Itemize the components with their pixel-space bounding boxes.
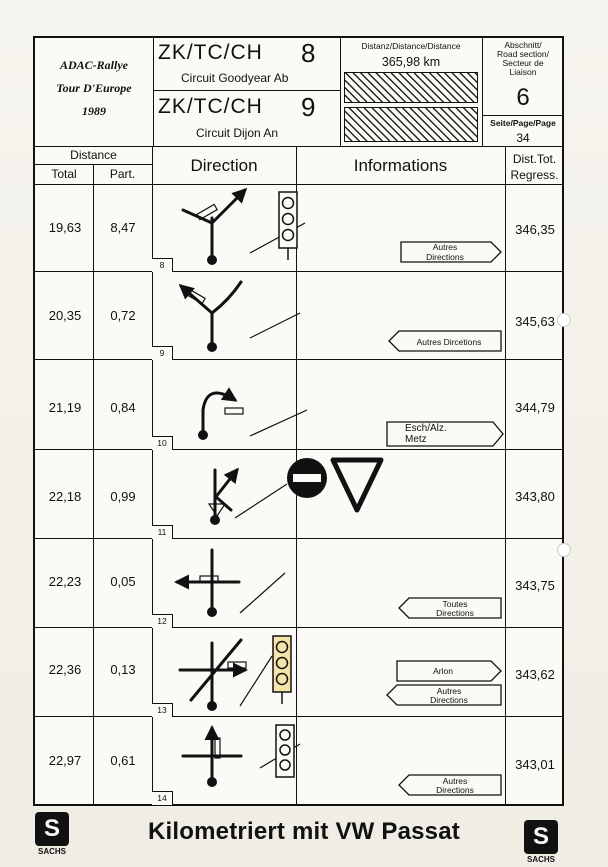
row9-number: 9	[152, 346, 173, 360]
stage2-number: 9	[301, 92, 316, 122]
sign-row14-line2: Directions	[436, 785, 474, 795]
sachs-logo-icon: S	[524, 820, 558, 854]
row14-partial: 0,61	[110, 753, 136, 768]
sachs-logo-label: SACHS	[526, 855, 555, 864]
row9-regress: 345,63	[515, 314, 555, 329]
sachs-logo-icon: S	[35, 812, 69, 846]
footer-slogan: Kilometriert mit VW Passat	[148, 818, 460, 845]
row12-number: 12	[152, 614, 173, 628]
sign-row10-line1: Esch/Alz.	[405, 423, 447, 434]
row14-total: 22,97	[48, 753, 82, 768]
col-partial: Part.	[109, 167, 136, 181]
col-dist-tot: Dist.Tot.	[512, 152, 557, 166]
row9-total: 20,35	[48, 308, 82, 323]
row13-regress: 343,62	[515, 667, 555, 682]
stage1-code: ZK/TC/CH	[158, 41, 263, 64]
row10-regress: 344,79	[515, 400, 555, 415]
sign-row9-line1: Autres Dircetions	[416, 337, 482, 347]
sachs-logo-label: SACHS	[37, 847, 66, 856]
binder-hole	[557, 313, 571, 327]
stage2-name: Circuit Dijon An	[196, 126, 279, 140]
row13-number: 13	[152, 703, 173, 717]
col-total: Total	[51, 167, 77, 181]
row10-number: 10	[152, 436, 173, 450]
sign-row12-line1: Toutes	[442, 599, 468, 609]
row14-number: 14	[152, 791, 173, 805]
row11-total: 22,18	[48, 489, 82, 504]
row10-partial: 0,84	[110, 400, 136, 415]
row10-total: 21,19	[48, 400, 82, 415]
section-label-line-1: Abschnitt/	[504, 40, 542, 50]
col-informations: Informations	[353, 156, 448, 175]
row9-partial: 0,72	[110, 308, 136, 323]
page-value: 34	[516, 131, 530, 145]
col-regress: Regress.	[510, 168, 559, 182]
row12-partial: 0,05	[110, 574, 136, 589]
col-direction: Direction	[190, 156, 258, 175]
row8-regress: 346,35	[515, 222, 555, 237]
section-label-line-4: Liaison	[509, 67, 537, 77]
rally-name-line-1: ADAC-Rallye	[60, 58, 128, 72]
section-label-line-2: Road section/	[497, 49, 549, 59]
row11-number: 11	[152, 525, 173, 539]
row11-partial: 0,99	[110, 489, 136, 504]
row8-total: 19,63	[48, 220, 82, 235]
sign-row8-line1: Autres	[432, 242, 458, 252]
roadbook-sheet	[33, 36, 564, 806]
col-distance: Distance	[70, 148, 117, 162]
sign-row12-line2: Directions	[436, 608, 474, 618]
section-label-line-3: Secteur de	[502, 58, 544, 68]
row12-total: 22,23	[48, 574, 82, 589]
section-value: 6	[516, 84, 530, 111]
row13-total: 22,36	[48, 662, 82, 677]
sign-row13-sign2-line2: Directions	[430, 695, 468, 705]
row12-regress: 343,75	[515, 578, 555, 593]
rally-name-line-2: Tour D'Europe	[56, 81, 132, 95]
stage1-name: Circuit Goodyear Ab	[181, 71, 289, 85]
sign-row13-line1: Arlon	[433, 666, 453, 676]
row13-partial: 0,13	[110, 662, 136, 677]
sign-row13-sign2-line1: Autres	[436, 686, 462, 696]
row8-number: 8	[152, 258, 173, 272]
sign-row10-line2: Metz	[405, 434, 427, 445]
stage2-code: ZK/TC/CH	[158, 95, 263, 118]
stage1-number: 8	[301, 38, 316, 68]
page-label: Seite/Page/Page	[490, 118, 556, 128]
binder-hole	[557, 543, 571, 557]
row11-regress: 343,80	[515, 489, 555, 504]
row14-regress: 343,01	[515, 757, 555, 772]
rally-year: 1989	[82, 104, 106, 118]
distance-label: Distanz/Distance/Distance	[361, 41, 461, 51]
sign-row8-line2: Directions	[426, 252, 464, 262]
distance-value: 365,98 km	[381, 55, 441, 69]
row8-partial: 8,47	[110, 220, 136, 235]
sign-row14-line1: Autres	[442, 776, 468, 786]
